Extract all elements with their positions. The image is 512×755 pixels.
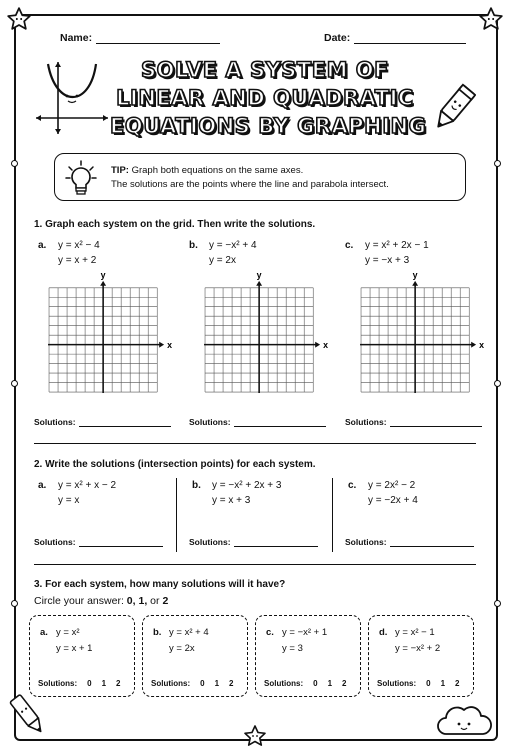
title-line: SOLVE A SYSTEM OF [141, 58, 389, 82]
coordinate-grid[interactable] [46, 269, 176, 394]
name-label: Name: [60, 32, 93, 44]
q3-card-b [142, 615, 248, 697]
equation: y = x [58, 495, 80, 506]
circle-instruction [34, 595, 168, 607]
page-title [110, 56, 427, 140]
pencil-doodle-icon [8, 690, 48, 742]
system-label: a. [38, 480, 47, 491]
equation: y = x + 3 [212, 495, 251, 506]
date-label: Date: [324, 32, 351, 44]
equation: y = 2x² − 2 [368, 480, 416, 491]
equation: y = x² + 2x − 1 [365, 240, 429, 251]
option-1[interactable]: 1 [101, 679, 107, 688]
q3-card-a [29, 615, 135, 697]
x-axis-arrow [471, 342, 476, 348]
tip-box [54, 153, 466, 201]
y-axis-label: y [412, 269, 418, 280]
q2-solutions-a[interactable] [34, 537, 163, 547]
solutions-label: Solutions: [34, 417, 76, 427]
coordinate-grid[interactable] [358, 269, 488, 394]
graph-grid-c[interactable] [358, 269, 484, 394]
star-icon [6, 6, 32, 32]
choice: 0, [126, 595, 136, 607]
solutions-label: Solutions: [189, 417, 231, 427]
graph-grid-b[interactable] [202, 269, 328, 394]
solution-choices [38, 679, 120, 688]
choice: 2 [162, 595, 169, 607]
x-axis-label: x [323, 340, 328, 351]
q2-solutions-b[interactable] [189, 537, 318, 547]
equation: y = −2x + 4 [368, 495, 418, 506]
option-0[interactable]: 0 [426, 679, 431, 688]
question-1-heading: 1. Graph each system on the grid. Then write the solutions. [34, 219, 316, 230]
option-2[interactable]: 2 [342, 679, 347, 688]
column-divider [332, 478, 333, 552]
equation: y = x² + x − 2 [58, 480, 117, 491]
q3-card-d [368, 615, 474, 697]
divider [34, 564, 476, 565]
system-label: c. [266, 627, 274, 638]
equation: y = x² − 4 [58, 240, 100, 251]
border-dot [11, 160, 18, 167]
y-axis-label: y [256, 269, 262, 280]
y-axis-arrow [100, 281, 106, 286]
equation: y = x² [56, 627, 80, 638]
cloud-mascot-icon [436, 700, 492, 740]
equation: y = −x + 3 [365, 255, 410, 266]
y-axis-arrow [412, 281, 418, 286]
choice: or [150, 595, 160, 607]
border-dot [11, 600, 18, 607]
q1-solutions-a[interactable] [34, 417, 171, 427]
equation: y = x + 1 [56, 643, 93, 654]
option-2[interactable]: 2 [116, 679, 121, 688]
equation: y = 3 [282, 643, 303, 654]
x-axis-arrow [159, 342, 164, 348]
border-dot [11, 380, 18, 387]
star-icon [478, 6, 504, 32]
solutions-label: Solutions: [151, 679, 191, 688]
solution-choices [377, 679, 459, 688]
system-label: b. [189, 240, 198, 251]
question-3-heading: 3. For each system, how many solutions will it have? [34, 579, 286, 590]
lightbulb-icon [63, 159, 99, 197]
q1-solutions-b[interactable] [189, 417, 326, 427]
solutions-label: Solutions: [377, 679, 417, 688]
tip-line: The solutions are the points where the line and parabola intersect. [111, 179, 389, 190]
solution-choices [264, 679, 346, 688]
border-dot [494, 380, 501, 387]
y-axis-label: y [100, 269, 106, 280]
option-0[interactable]: 0 [200, 679, 205, 688]
equation: y = x² − 1 [395, 627, 435, 638]
tip-bold: TIP: [111, 165, 129, 176]
graph-grid-a[interactable] [46, 269, 172, 394]
equation: y = 2x [169, 643, 195, 654]
border-dot [494, 160, 501, 167]
x-axis-label: x [167, 340, 172, 351]
name-field[interactable] [60, 32, 220, 44]
system-label: b. [153, 627, 162, 638]
system-label: c. [345, 240, 354, 251]
system-label: a. [40, 627, 48, 638]
equation: y = x² + 4 [169, 627, 209, 638]
circle-prefix: Circle your answer: [34, 595, 124, 607]
title-line: EQUATIONS BY GRAPHING [110, 114, 427, 138]
equation: y = x + 2 [58, 255, 97, 266]
column-divider [176, 478, 177, 552]
solutions-label: Solutions: [345, 537, 387, 547]
divider [34, 443, 476, 444]
tip-text [111, 164, 389, 192]
coordinate-grid[interactable] [202, 269, 332, 394]
q3-card-c [255, 615, 361, 697]
system-label: b. [192, 480, 201, 491]
border-dot [494, 600, 501, 607]
title-line: LINEAR AND QUADRATIC [116, 86, 414, 110]
option-0[interactable]: 0 [313, 679, 318, 688]
solution-choices [151, 679, 233, 688]
star-icon [243, 724, 267, 748]
equation: y = −x² + 4 [209, 240, 257, 251]
q2-solutions-c[interactable] [345, 537, 474, 547]
q1-solutions-c[interactable] [345, 417, 482, 427]
option-1[interactable]: 1 [440, 679, 446, 688]
system-label: a. [38, 240, 47, 251]
pencil-mascot-icon [430, 82, 476, 136]
option-1[interactable]: 1 [214, 679, 220, 688]
solutions-label: Solutions: [189, 537, 231, 547]
equation: y = −x² + 2 [395, 643, 441, 654]
x-axis-label: x [479, 340, 484, 351]
system-label: c. [348, 480, 357, 491]
system-label: d. [379, 627, 388, 638]
y-axis-arrow [256, 281, 262, 286]
question-2-heading: 2. Write the solutions (intersection points) for each system. [34, 459, 316, 470]
solutions-label: Solutions: [38, 679, 78, 688]
x-axis-arrow [315, 342, 320, 348]
option-2[interactable]: 2 [455, 679, 460, 688]
solutions-label: Solutions: [345, 417, 387, 427]
equation: y = 2x [209, 255, 236, 266]
option-1[interactable]: 1 [327, 679, 333, 688]
solutions-label: Solutions: [34, 537, 76, 547]
date-field[interactable] [324, 32, 466, 44]
option-2[interactable]: 2 [229, 679, 234, 688]
tip-line: Graph both equations on the same axes. [131, 165, 304, 176]
option-0[interactable]: 0 [87, 679, 92, 688]
equation: y = −x² + 2x + 3 [212, 480, 282, 491]
choice: 1, [138, 595, 148, 607]
solutions-label: Solutions: [264, 679, 304, 688]
equation: y = −x² + 1 [282, 627, 328, 638]
parabola-mascot-icon [34, 56, 110, 136]
